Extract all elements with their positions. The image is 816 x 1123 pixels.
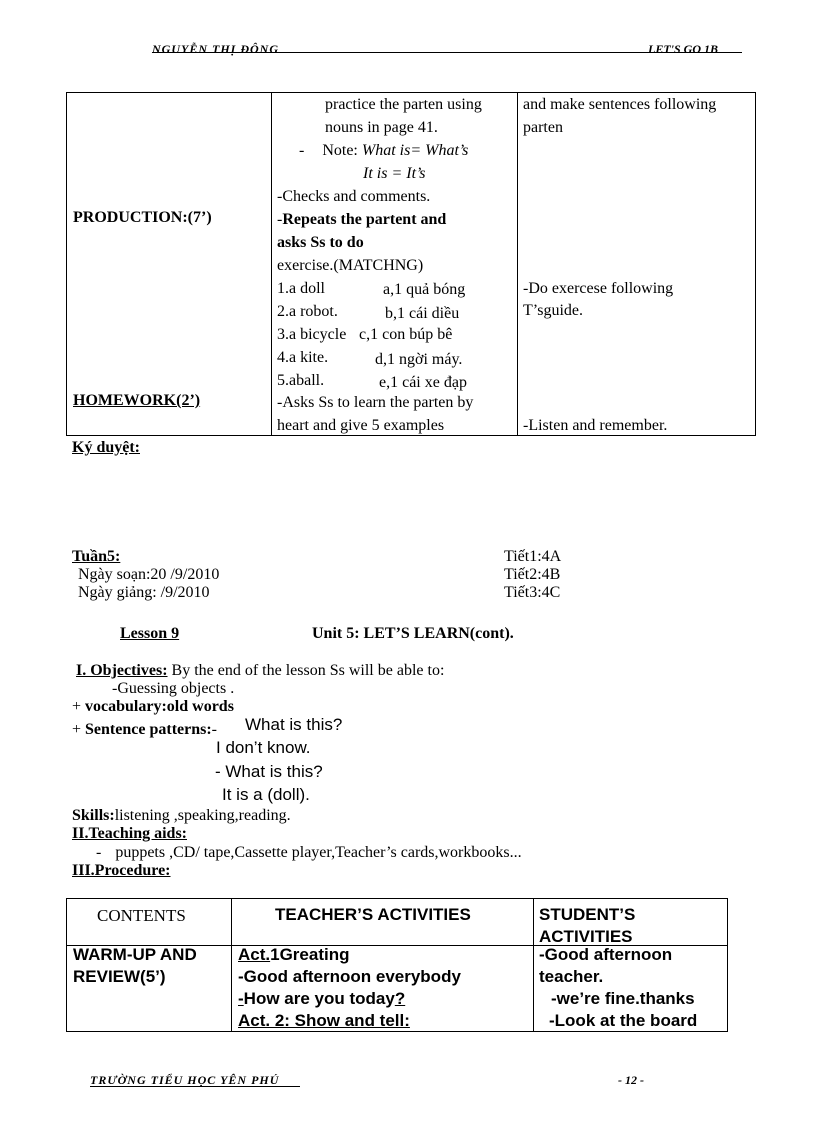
objectives-intro: By the end of the lesson Ss will be able to: (167, 662, 445, 679)
teacher-act-2: Act. 2: Show and tell: (238, 1011, 410, 1030)
teacher-act-1 (238, 944, 349, 966)
approval-label: Ký duyệt: (72, 439, 140, 456)
teacher-line: -Good afternoon everybody (238, 967, 461, 986)
skills-label: Skills: (72, 807, 115, 824)
header-students: STUDENT’S (539, 905, 636, 924)
aids-text: puppets ,CD/ tape,Cassette player,Teacher’s cards,workbooks... (115, 844, 522, 861)
teacher-text-line: practice the parten using (325, 96, 482, 113)
sent-label: Sentence patterns: (85, 721, 212, 738)
stage-homework: HOMEWORK(2’) (73, 392, 201, 409)
match-en: 2.a robot. (277, 303, 338, 320)
column-divider (231, 899, 232, 1031)
pattern-line: What is this? (245, 715, 343, 734)
teacher-text-line: -Asks Ss to learn the parten by (277, 394, 474, 411)
dash-underlined: - (238, 989, 244, 1008)
unit-title: Unit 5: LET’S LEARN(cont). (312, 625, 514, 642)
period-3: Tiết3:4C (504, 584, 561, 601)
teacher-text-line: exercise.(MATCHNG) (277, 257, 424, 274)
vocab-text: vocabulary:old words (85, 698, 234, 715)
teach-date: Ngày giảng: /9/2010 (78, 584, 210, 601)
period-1: Tiết1:4A (504, 548, 562, 565)
act1-text: 1Greating (270, 945, 350, 964)
teaching-aids-line (96, 843, 522, 862)
footer-school: TRƯỜNG TIỂU HỌC YÊN PHÚ (90, 1073, 280, 1087)
pattern-line: I don’t know. (216, 738, 311, 757)
student-line: -we’re fine.thanks (551, 989, 695, 1008)
note-line (299, 140, 468, 163)
header-book-title: LET'S GO 1B (648, 42, 719, 56)
question-mark: ? (394, 989, 406, 1008)
lesson-table-continued (66, 92, 756, 436)
period-2: Tiết2:4B (504, 566, 561, 583)
teacher-text-line (277, 209, 446, 232)
match-vi: c,1 con búp bê (359, 326, 453, 343)
aids-dash: - (96, 844, 102, 861)
vocab-plus: + (72, 698, 86, 715)
header-cell-students (533, 899, 727, 944)
repeats-dash: - (277, 211, 283, 228)
teacher-question: How are you today (243, 989, 395, 1008)
match-vi: b,1 cái diều (385, 305, 460, 322)
skills-line (72, 806, 291, 825)
stage-review: REVIEW(5’) (73, 967, 166, 986)
match-vi: d,1 ngời máy. (375, 351, 463, 368)
student-line: teacher. (539, 967, 604, 986)
prep-date: Ngày soạn:20 /9/2010 (78, 566, 220, 583)
column-divider (517, 93, 518, 435)
teacher-text-line: -Checks and comments. (277, 188, 431, 205)
procedure-table (66, 898, 728, 1032)
teacher-line (238, 988, 405, 1010)
objectives-label: I. Objectives: (76, 662, 168, 679)
match-en: 4.a kite. (277, 349, 329, 366)
teaching-aids-label: II.Teaching aids: (72, 825, 187, 842)
lesson-label: Lesson 9 (120, 625, 180, 642)
match-vi: a,1 quả bóng (383, 281, 466, 298)
student-text-line: -Do exercese following (523, 280, 674, 297)
teacher-text-line: heart and give 5 examples (277, 417, 445, 434)
match-en: 1.a doll (277, 280, 325, 297)
header-teacher-name: NGUYỄN THỊ ĐÔNG (152, 42, 279, 56)
objective-guessing: -Guessing objects . (112, 680, 235, 697)
note-formula: It is = It’s (363, 165, 426, 182)
note-label: Note: (322, 142, 362, 159)
pattern-line: It is a (doll). (222, 785, 310, 804)
footer-page-number: - 12 - (618, 1073, 644, 1087)
student-text-line: and make sentences following (523, 96, 717, 113)
header-rule (152, 52, 742, 53)
match-en: 3.a bicycle (277, 326, 347, 343)
header-contents: CONTENTS (97, 906, 186, 925)
sentence-patterns-line (72, 720, 217, 739)
stage-production: PRODUCTION:(7’) (73, 209, 212, 226)
student-line: -Good afternoon (539, 945, 673, 964)
teacher-text-line: nouns in page 41. (325, 119, 438, 136)
skills-text: listening ,speaking,reading. (114, 807, 291, 824)
header-cell-contents (67, 899, 231, 945)
student-text-line: -Listen and remember. (523, 417, 668, 434)
act1-prefix: Act. (238, 945, 271, 964)
student-text-line: T’sguide. (523, 302, 583, 319)
teacher-text-line: asks Ss to do (277, 234, 364, 251)
stage-warmup: WARM-UP AND (73, 945, 197, 964)
note-formula: What is= What’s (361, 142, 469, 159)
header-teacher-activities: TEACHER’S ACTIVITIES (275, 905, 471, 924)
objectives-line (76, 661, 444, 680)
repeats-text: Repeats the partent and (282, 211, 447, 228)
sent-plus: + (72, 721, 86, 738)
student-line: -Look at the board (549, 1011, 698, 1030)
vocabulary-line (72, 697, 234, 716)
week-label: Tuần5: (72, 548, 121, 565)
match-vi: e,1 cái xe đạp (379, 374, 467, 391)
header-activities: ACTIVITIES (539, 927, 633, 944)
student-text-line: parten (523, 119, 563, 136)
note-dash: - (299, 142, 305, 159)
sent-dash: - (211, 721, 217, 738)
pattern-line: - What is this? (215, 762, 323, 781)
column-divider (271, 93, 272, 435)
footer-rule (90, 1086, 300, 1087)
procedure-label: III.Procedure: (72, 862, 171, 879)
match-en: 5.aball. (277, 372, 325, 389)
